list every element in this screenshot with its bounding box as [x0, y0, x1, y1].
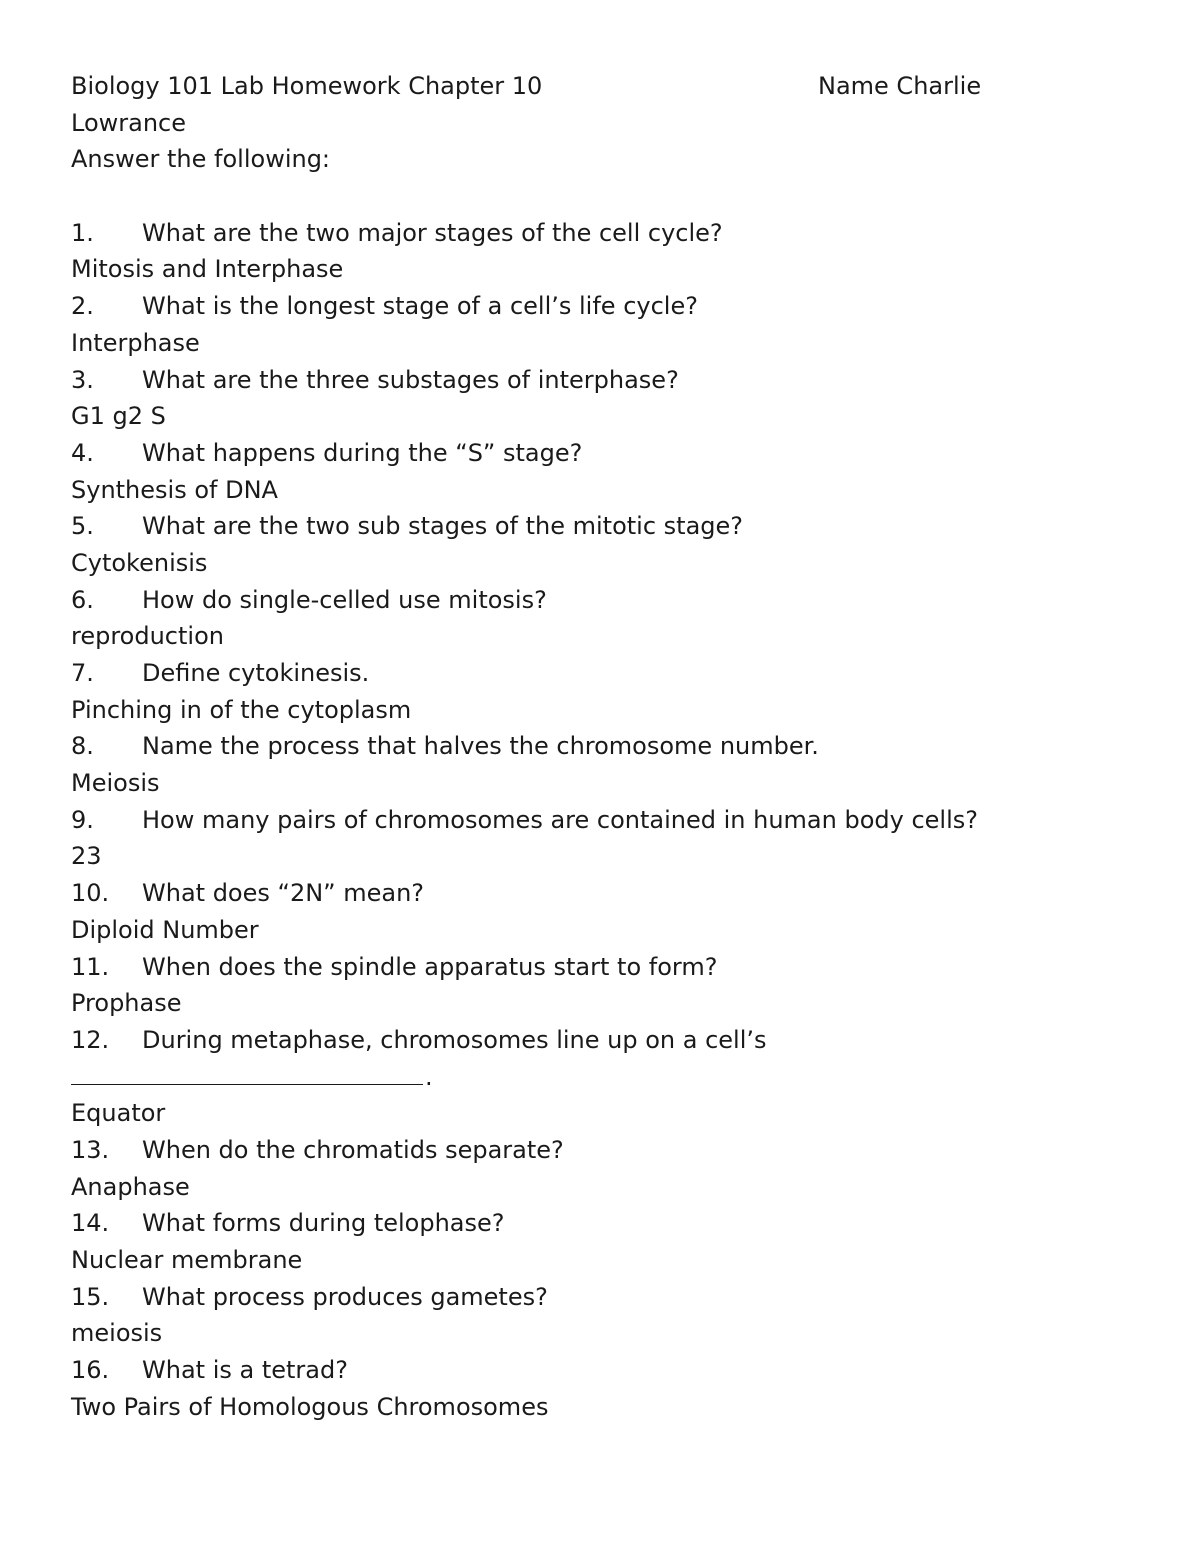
blank-underline — [71, 1066, 423, 1085]
question-text: Define cytokinesis. — [142, 659, 370, 687]
question-text: How many pairs of chromosomes are contained in human body cells? — [142, 805, 978, 834]
question-13 — [71, 1132, 1151, 1169]
answer-12: Equator — [71, 1099, 166, 1128]
question-11 — [71, 949, 1151, 986]
question-text: Name the process that halves the chromosome number. — [142, 732, 819, 761]
question-number: 1. — [71, 218, 94, 247]
blank-suffix: . — [425, 1062, 433, 1091]
question-text: What are the two sub stages of the mitotic stage? — [142, 512, 744, 541]
answer-1: Mitosis and Interphase — [71, 255, 344, 284]
question-10 — [71, 875, 1151, 912]
question-14 — [71, 1205, 1151, 1242]
document-title: Biology 101 Lab Homework Chapter 10 — [71, 72, 543, 100]
question-number: 6. — [71, 585, 94, 614]
question-text: What happens during the “S” stage? — [142, 438, 583, 467]
question-number: 14. — [71, 1209, 110, 1238]
question-number: 2. — [71, 292, 94, 321]
question-7 — [71, 655, 1151, 692]
answer-8: Meiosis — [71, 769, 160, 798]
answer-16: Two Pairs of Homologous Chromosomes — [71, 1392, 549, 1421]
question-text: During metaphase, chromosomes line up on a cell’s — [142, 1025, 767, 1054]
header-line — [71, 68, 1151, 105]
question-text: When does the spindle apparatus start to form? — [142, 952, 718, 981]
question-16 — [71, 1352, 1151, 1389]
question-6 — [71, 582, 1151, 619]
question-text: When do the chromatids separate? — [142, 1135, 564, 1164]
answer-5: Cytokenisis — [71, 548, 208, 577]
question-text: What are the three substages of interphase? — [142, 365, 679, 394]
question-3 — [71, 362, 1151, 399]
answer-15: meiosis — [71, 1319, 163, 1348]
question-number: 8. — [71, 732, 94, 761]
question-1 — [71, 215, 1151, 252]
answer-11: Prophase — [71, 989, 182, 1018]
question-number: 10. — [71, 879, 110, 908]
answer-9: 23 — [71, 842, 102, 871]
question-number: 11. — [71, 952, 110, 981]
question-text: What is the longest stage of a cell’s life cycle? — [142, 292, 698, 321]
question-text: How do single-celled use mitosis? — [142, 585, 547, 614]
question-number: 5. — [71, 512, 94, 541]
question-number: 3. — [71, 365, 94, 394]
question-number: 16. — [71, 1356, 110, 1385]
answer-10: Diploid Number — [71, 915, 259, 944]
question-text: What forms during telophase? — [142, 1209, 505, 1238]
answer-3: G1 g2 S — [71, 402, 166, 431]
answer-14: Nuclear membrane — [71, 1246, 303, 1274]
question-4 — [71, 435, 1151, 472]
question-number: 7. — [71, 659, 94, 687]
question-9 — [71, 802, 1151, 839]
answer-2: Interphase — [71, 328, 200, 357]
question-text: What does “2N” mean? — [142, 879, 425, 908]
question-number: 15. — [71, 1282, 110, 1311]
question-2 — [71, 288, 1151, 325]
student-name-label: Name Charlie — [818, 72, 982, 100]
question-number: 13. — [71, 1135, 110, 1164]
question-text: What is a tetrad? — [142, 1356, 348, 1385]
student-name-continued: Lowrance — [71, 108, 187, 137]
answer-6: reproduction — [71, 622, 224, 651]
question-number: 12. — [71, 1025, 110, 1054]
question-number: 9. — [71, 805, 94, 834]
answer-13: Anaphase — [71, 1172, 190, 1201]
question-number: 4. — [71, 438, 94, 467]
question-5 — [71, 508, 1151, 545]
question-12 — [71, 1022, 1151, 1059]
answer-4: Synthesis of DNA — [71, 475, 278, 504]
answer-7: Pinching in of the cytoplasm — [71, 695, 412, 724]
homework-page — [71, 68, 1151, 1425]
question-8 — [71, 728, 1151, 765]
fill-in-blank-line — [71, 1059, 1151, 1096]
question-text: What are the two major stages of the cell cycle? — [142, 218, 723, 247]
spacer-line — [71, 178, 1151, 215]
question-15 — [71, 1279, 1151, 1316]
question-text: What process produces gametes? — [142, 1282, 548, 1311]
instruction-text: Answer the following: — [71, 145, 331, 174]
